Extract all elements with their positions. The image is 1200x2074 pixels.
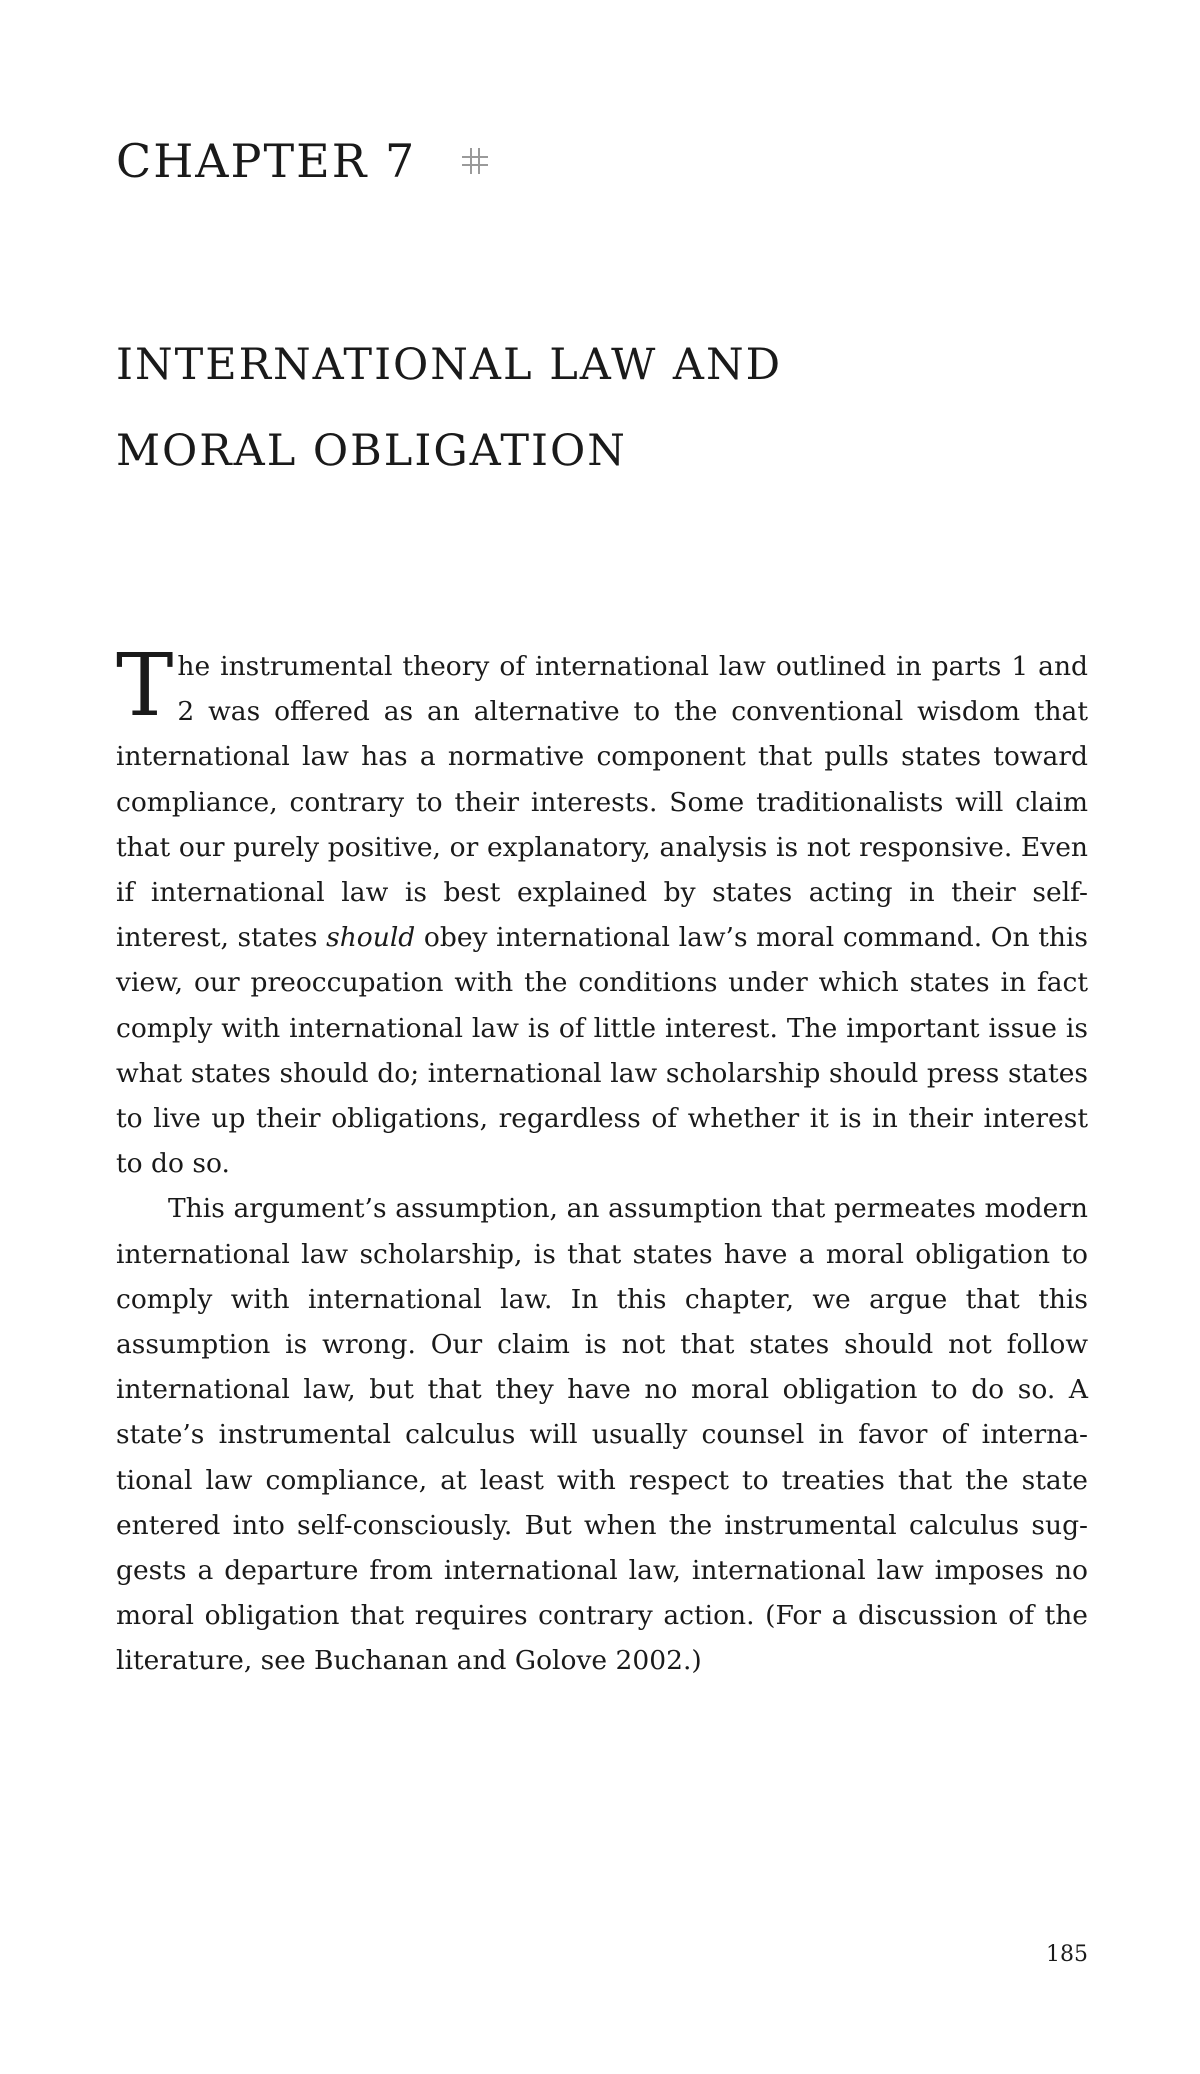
paragraph-1-text-b: obey international law’s moral command. On this view, our preoccupation with the conditions under which states in fact comply with international law is of little interest. The important issue is what states should do; international law scholarship should press states to live up their obligations, regardless of whether it is in their interest to do so. [116, 922, 1088, 1180]
cross-ornament-icon [460, 146, 490, 176]
paragraph-1-emphasis: should [326, 922, 416, 954]
chapter-title-line-2: MORAL OBLIGATION [116, 426, 627, 476]
chapter-title [116, 322, 782, 494]
chapter-label: CHAPTER 7 [116, 134, 417, 188]
paragraph-1 [116, 636, 1088, 1186]
drop-cap: T [116, 636, 174, 736]
chapter-heading [116, 134, 490, 188]
paragraph-2: This argument’s assumption, an assumption that permeates modern international law scholarship, is that states have a moral obligation to comply with international law. In this chapter, we argue that this assumption is wrong. Our claim is not that states should not follow international law, but that they have no moral obligation to do so. A state’s instrumental calculus will usually counsel in favor of international law compliance, at least with respect to treaties that the state entered into self-consciously. But when the instrumental calculus suggests a departure from international law, international law imposes no moral obligation that requires contrary action. (For a discussion of the literature, see Buchanan and Golove 2002.) [116, 1193, 1088, 1677]
page-number: 185 [1046, 1942, 1088, 1967]
paragraph-1-text-a: he instrumental theory of international law outlined in parts 1 and 2 was offered as an alternative to the conventional wisdom that international law has a normative component that pulls states toward compliance, contrary to their interests. Some traditionalists will claim that our purely positive, or explanatory, analysis is not responsive. Even if international law is best explained by states acting in their self-interest, states [116, 651, 1088, 954]
body-text [116, 636, 1088, 1684]
chapter-title-line-1: INTERNATIONAL LAW AND [116, 340, 783, 390]
